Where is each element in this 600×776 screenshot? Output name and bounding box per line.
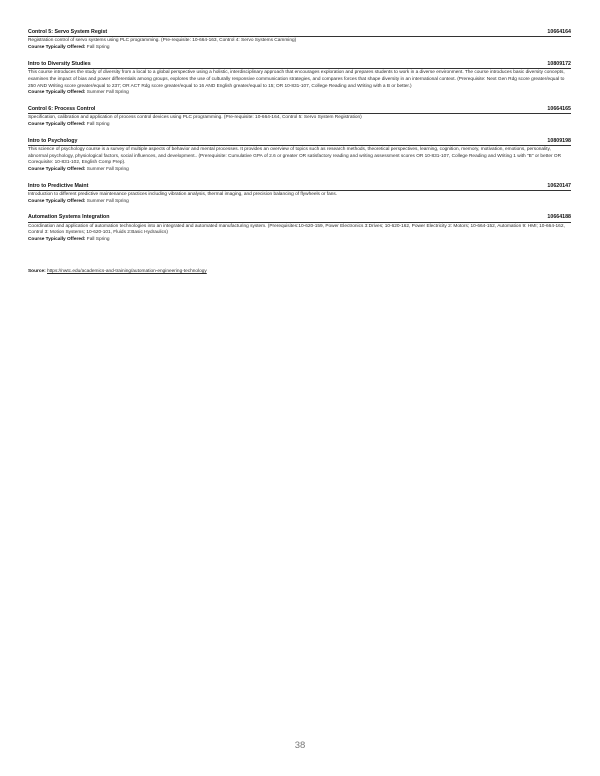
- course-list: [28, 29, 571, 274]
- course-code: 10809172: [547, 60, 571, 67]
- course-entry: [28, 29, 571, 52]
- course-entry: [28, 61, 571, 97]
- course-header: [28, 183, 571, 191]
- course-header: [28, 61, 571, 69]
- course-description: Introduction to different predictive maintenance practices including vibration analysis, thermal imaging, and precision balancing of flywheels or fans.: [28, 192, 338, 198]
- course-code: 10664165: [547, 105, 571, 112]
- offered-label: Course Typically Offered:: [28, 45, 86, 51]
- course-description: Registration control of servo systems using PLC programming. (Pre-requisite: 10-664-163, Control 4: Servo Systems Camming): [28, 38, 297, 44]
- offered-terms: Fall Spring: [86, 237, 110, 243]
- offered-label: Course Typically Offered:: [28, 237, 86, 243]
- offered-terms: Summer Fall Spring: [86, 90, 129, 96]
- course-offered: [28, 199, 571, 206]
- course-title: Intro to Psychology: [28, 137, 78, 144]
- offered-terms: Fall Spring: [86, 45, 110, 51]
- course-offered: [28, 167, 571, 174]
- offered-terms: Fall Spring: [86, 121, 110, 127]
- course-title: Intro to Diversity Studies: [28, 60, 91, 67]
- course-entry: [28, 138, 571, 174]
- course-description: This course introduces the study of diversity from a local to a global perspective using a holistic, interdisciplinary approach that encourages exploration and prepares students to work in a diverse environment. The course introduces basic diversity concepts, examines the impact of bias and power differentials among groups, explores the use of culturally responsive communication strategies, and compares forces that shape diversity in an international context. (Prerequisite: Next Gen Rdg score greater/equal to 250 AND Writing score greater/equal to 237; OR ACT Rdg score greater/equal to 16 AND English greater/equal to 15; OR 10-831-107, College Reading and Writing with a B or better.): [28, 70, 565, 89]
- course-description: Coordination and application of automation technologies into an integrated and automated manufacturing system. (Prerequisites:10-620-159, Power Electronics 3:Drives; 10-620-162, Power Electricity 2: Motors; 10-664-152, Automation 9: HMI; 10-664-162, Control 3: Motion Systems; 10-620-101, Fluids 2:Basic Hydraulics): [28, 223, 565, 236]
- offered-terms: Summer Fall Spring: [86, 167, 129, 173]
- offered-label: Course Typically Offered:: [28, 121, 86, 127]
- course-code: 10620147: [547, 182, 571, 189]
- offered-label: Course Typically Offered:: [28, 198, 86, 204]
- course-entry: [28, 183, 571, 206]
- course-code: 10664188: [547, 214, 571, 221]
- offered-terms: Summer Fall Spring: [86, 198, 129, 204]
- source-line: [28, 269, 571, 274]
- course-offered: [28, 122, 571, 129]
- course-title: Control 5: Servo System Regist: [28, 29, 108, 35]
- source-label: Source:: [28, 268, 46, 274]
- course-header: [28, 106, 571, 114]
- course-header: [28, 138, 571, 146]
- offered-label: Course Typically Offered:: [28, 90, 86, 96]
- course-description: Specification, calibration and application of process control devices using PLC programming. (Pre-requisite: 10-664-164, Control 5: Servo System Registration): [28, 115, 362, 121]
- course-header: [28, 214, 571, 222]
- course-entry: [28, 106, 571, 129]
- course-code: 10809198: [547, 137, 571, 144]
- course-title: Automation Systems Integration: [28, 214, 110, 221]
- course-entry: [28, 214, 571, 243]
- course-description: This science of psychology course is a survey of multiple aspects of behavior and mental processes. It provides an overview of topics such as research methods, theoretical perspectives, learning, cognition, memory, motivation, emotions, personality, abnormal psychology, physiological factors, social influences, and development.. (Prerequisite: Cumulative GPA of 2.6 or greater OR satisfactory reading and writing assessment scores OR 10-831-107, College Reading and Writing 1 with "B" or better OR Corequisite: 10-831-102, English Comp Prep).: [28, 146, 561, 166]
- course-title: Control 6: Process Control: [28, 105, 96, 112]
- course-offered: [28, 45, 571, 52]
- course-code: 10664164: [547, 29, 571, 35]
- offered-label: Course Typically Offered:: [28, 167, 86, 173]
- source-link[interactable]: https://nwtc.edu/academics-and-training/automation-engineering-technology: [47, 268, 207, 274]
- course-title: Intro to Predictive Maint: [28, 182, 89, 189]
- course-offered: [28, 237, 571, 244]
- course-header: [28, 29, 571, 37]
- page-number: 38: [294, 740, 306, 751]
- course-offered: [28, 90, 571, 97]
